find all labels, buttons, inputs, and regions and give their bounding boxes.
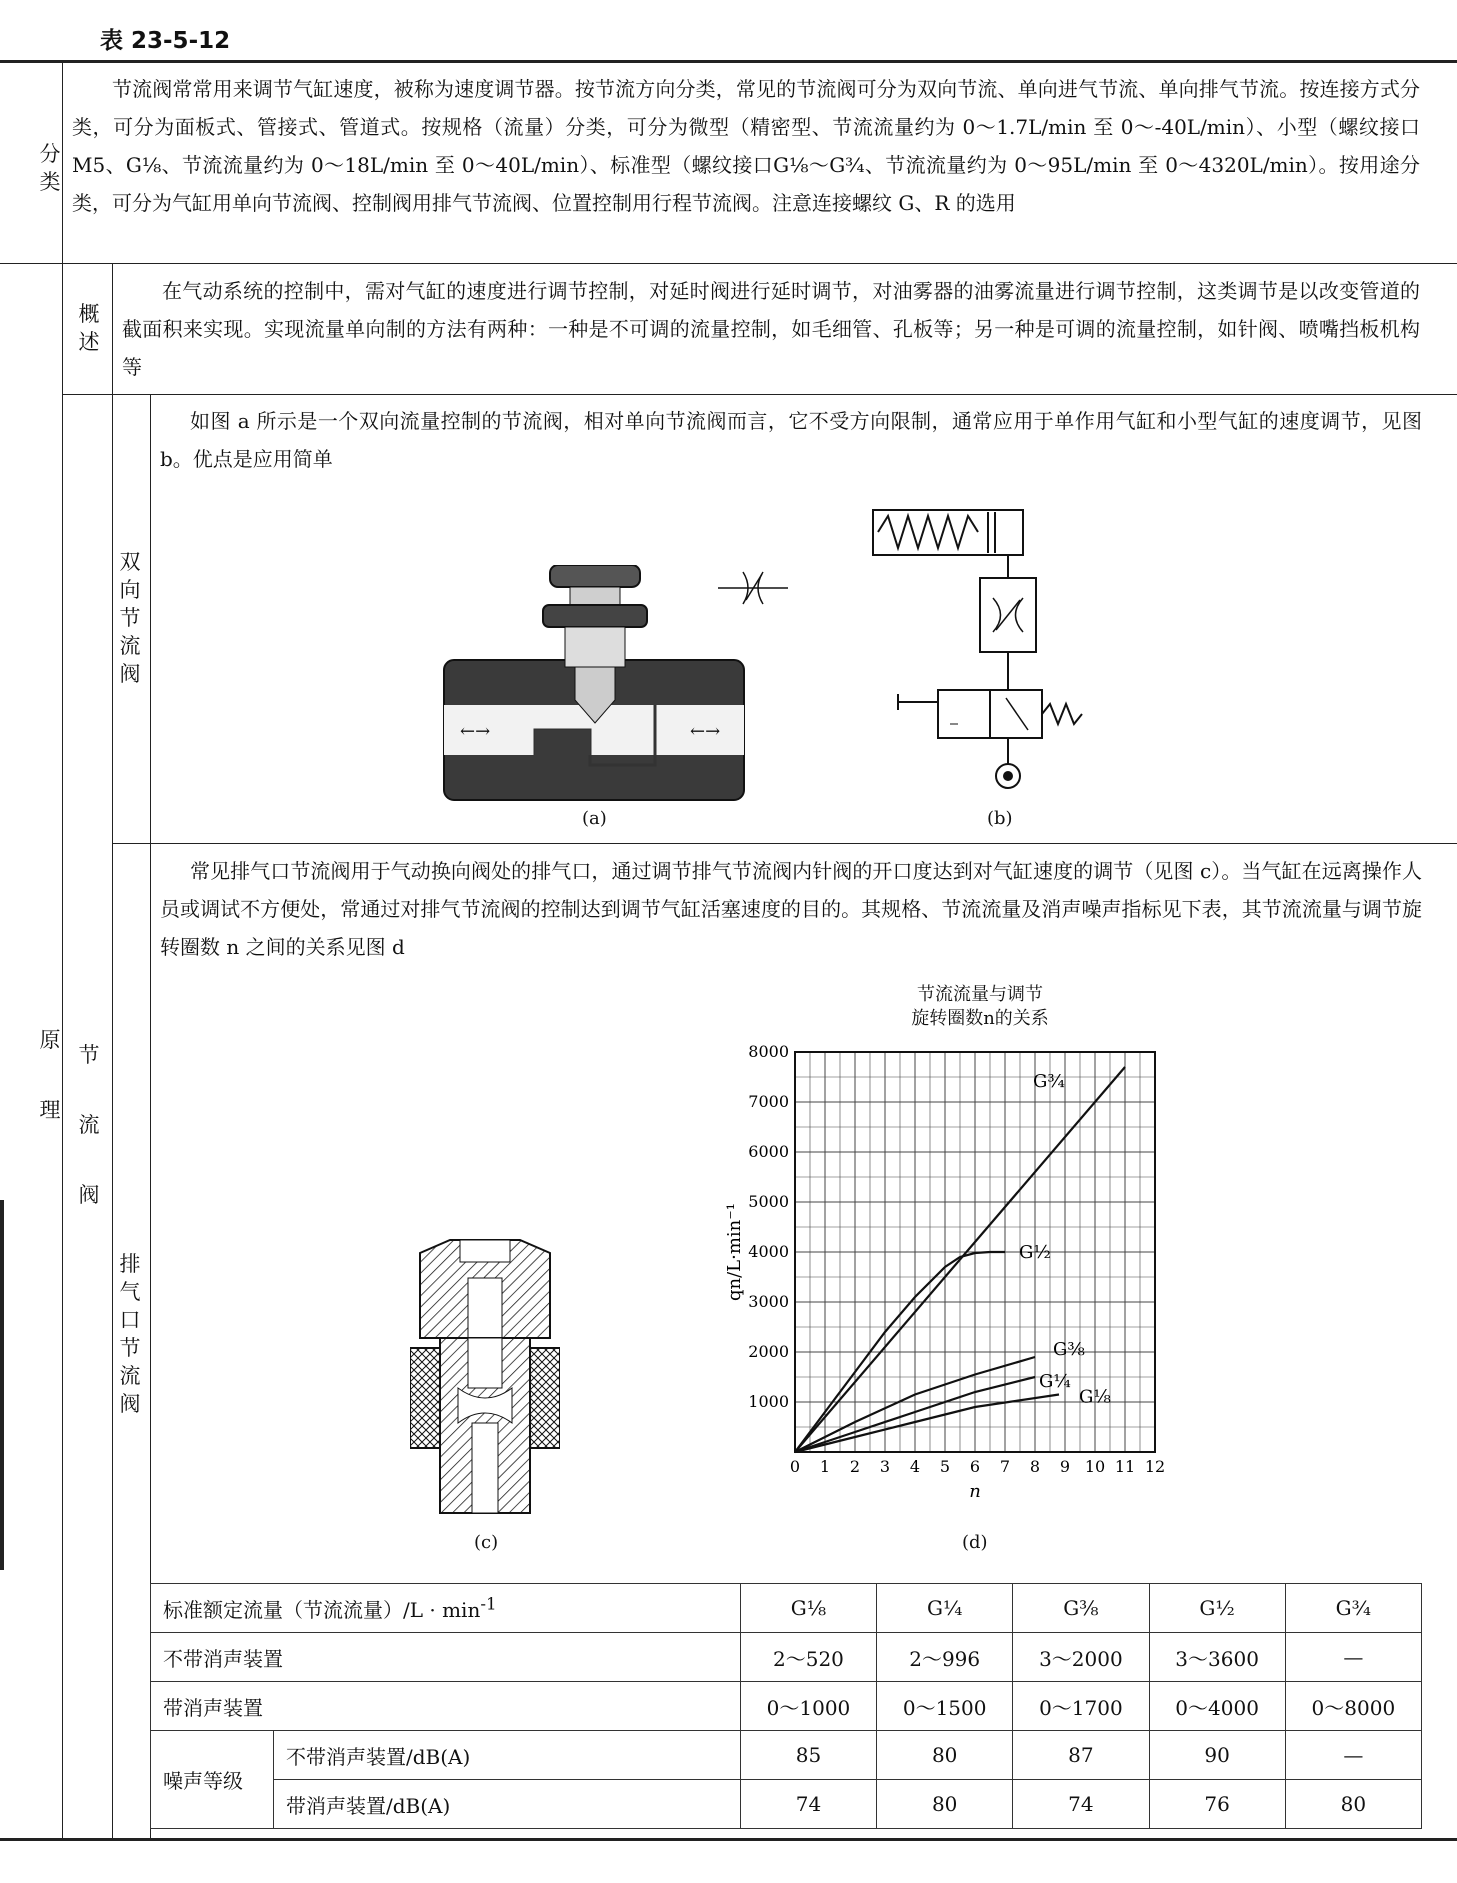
cell: 2～520	[740, 1633, 876, 1682]
bidirectional-text: 如图 a 所示是一个双向流量控制的节流阀，相对单向节流阀而言，它不受方向限制，通常应用于单作用气缸和小型气缸的速度调节，见图 b。优点是应用简单	[160, 409, 1422, 471]
x-tick-label: 9	[1059, 1457, 1071, 1476]
y-tick-label: 2000	[748, 1342, 789, 1361]
bottom-rule	[0, 1838, 1457, 1841]
throttle-label: 节流阀	[78, 1043, 100, 1207]
x-tick-label: 6	[969, 1457, 981, 1476]
svg-text:←→: ←→	[460, 721, 491, 742]
x-tick-label: 11	[1114, 1457, 1136, 1476]
caption-b: (b)	[987, 808, 1013, 829]
cell: 3～3600	[1149, 1633, 1285, 1682]
cell: 0～1700	[1013, 1682, 1149, 1731]
cell: 3～2000	[1013, 1633, 1149, 1682]
rule-after-classification	[0, 263, 1457, 264]
col-header: G¼	[877, 1584, 1013, 1633]
header-label-cell	[151, 1584, 741, 1633]
cell: 76	[1149, 1780, 1285, 1829]
cell: —	[1285, 1633, 1421, 1682]
series-label: G½	[1019, 1242, 1051, 1263]
exhaust-text: 常见排气口节流阀用于气动换向阀处的排气口，通过调节排气节流阀内针阀的开口度达到对气缸速度的调节（见图 c）。当气缸在远离操作人员或调试不方便处，常通过对排气节流阀的控制达到调节气缸活塞速度的目的。其规格、节流流量及消声噪声指标见下表，其节流流量与调节旋转圈数 n 之间的关系见图 d	[160, 859, 1422, 959]
series-label: G⅜	[1053, 1339, 1085, 1360]
x-tick-label: 3	[879, 1457, 891, 1476]
overview-text: 在气动系统的控制中，需对气缸的速度进行调节控制，对延时阀进行延时调节，对油雾器的油雾流量进行调节控制，这类调节是以改变管道的截面积来实现。实现流量单向制的方法有两种：一种是不可调的流量控制，如毛细管、孔板等；另一种是可调的流量控制，如针阀、喷嘴挡板机构等	[122, 279, 1420, 379]
table-row	[151, 1633, 1422, 1682]
x-tick-label: 12	[1144, 1457, 1166, 1476]
row-label: 带消声装置/dB(A)	[274, 1780, 741, 1829]
cell: 80	[1285, 1780, 1421, 1829]
svg-text:←→: ←→	[690, 721, 721, 742]
x-tick-label: 4	[909, 1457, 921, 1476]
x-tick-label: 5	[939, 1457, 951, 1476]
x-tick-label: 2	[849, 1457, 861, 1476]
throttle-symbol	[718, 568, 788, 608]
caption-a: (a)	[582, 808, 607, 829]
cell: 2～996	[877, 1633, 1013, 1682]
caption-c: (c)	[474, 1532, 499, 1553]
cell: 0～4000	[1149, 1682, 1285, 1731]
y-tick-label: 7000	[748, 1092, 789, 1111]
y-tick-label: 4000	[748, 1242, 789, 1261]
figure-d-flow-chart	[700, 1040, 1180, 1520]
row-label: 不带消声装置	[151, 1633, 741, 1682]
cell: 90	[1149, 1731, 1285, 1780]
x-tick-label: 1	[819, 1457, 831, 1476]
classification-text: 节流阀常常用来调节气缸速度，被称为速度调节器。按节流方向分类，常见的节流阀可分为双向节流、单向进气节流、单向排气节流。按连接方式分类，可分为面板式、管接式、管道式。按规格（流量）分类，可分为微型（精密型、节流流量约为 0～1.7L/min 至 0～-40L/min）、小型（螺纹接口 M5、G⅛、节流流量约为 0～18L/min 至 0～40L/min）、标准型（螺纹接口G⅛～G¾、节流流量约为 0～95L/min 至 0～4320L/min）。按用途分类，可分为气缸用单向节流阀、控制阀用排气节流阀、位置控制用行程节流阀。注意连接螺纹 G、R 的选用	[72, 77, 1420, 215]
cell: 80	[877, 1780, 1013, 1829]
table-row	[151, 1731, 1422, 1780]
cell: 85	[740, 1731, 876, 1780]
y-tick-label: 6000	[748, 1142, 789, 1161]
col-header: G⅛	[740, 1584, 876, 1633]
series-line	[795, 1395, 1059, 1453]
col-header: G½	[1149, 1584, 1285, 1633]
exhaust-label: 排气口节流阀	[119, 1252, 141, 1416]
classification-label: 分类	[39, 142, 61, 194]
table-row	[151, 1780, 1422, 1829]
x-tick-label: 8	[1029, 1457, 1041, 1476]
chart-title-line2: 旋转圈数n的关系	[911, 1008, 1049, 1029]
cell: 0～1500	[877, 1682, 1013, 1731]
table-row	[151, 1682, 1422, 1731]
cell: 74	[1013, 1780, 1149, 1829]
cell: 0～1000	[740, 1682, 876, 1731]
rule-after-overview	[62, 394, 1457, 395]
bidirectional-label: 双向节流阀	[119, 550, 141, 686]
x-tick-label: 0	[789, 1457, 801, 1476]
col-header: G⅜	[1013, 1584, 1149, 1633]
table-number: 表 23-5-12	[100, 28, 231, 54]
table-header-row	[151, 1584, 1422, 1633]
y-tick-label: 8000	[748, 1042, 789, 1061]
row-label: 不带消声装置/dB(A)	[274, 1731, 741, 1780]
overview-label: 概述	[78, 302, 100, 354]
principle-label: 原理	[39, 1028, 61, 1122]
cell: 87	[1013, 1731, 1149, 1780]
chart-title-line1: 节流流量与调节	[917, 984, 1043, 1005]
cell: 0～8000	[1285, 1682, 1421, 1731]
top-rule	[0, 60, 1457, 63]
caption-d: (d)	[962, 1532, 988, 1553]
y-tick-label: 3000	[748, 1292, 789, 1311]
y-tick-label: 1000	[748, 1392, 789, 1411]
cell: 80	[877, 1731, 1013, 1780]
rule-after-bidirectional	[112, 843, 1457, 844]
series-label: G¼	[1039, 1371, 1071, 1392]
series-label: G⅛	[1079, 1386, 1111, 1408]
x-tick-label: 10	[1084, 1457, 1106, 1476]
noise-label: 噪声等级	[151, 1731, 274, 1829]
col-divider-2	[112, 264, 113, 1839]
cell: 74	[740, 1780, 876, 1829]
figure-c-exhaust-valve	[410, 1238, 560, 1518]
left-margin-bar	[0, 1200, 4, 1570]
cell: —	[1285, 1731, 1421, 1780]
y-tick-label: 5000	[748, 1192, 789, 1211]
x-axis-label: n	[969, 1481, 981, 1502]
chart-title	[860, 983, 1100, 1031]
row-label: 带消声装置	[151, 1682, 741, 1731]
col-divider-1	[62, 61, 63, 1839]
header-label: 标准额定流量（节流流量）/L · min	[163, 1597, 481, 1622]
spec-table	[150, 1583, 1422, 1829]
series-label: G¾	[1033, 1071, 1065, 1092]
x-tick-label: 7	[999, 1457, 1011, 1476]
figure-b-circuit	[858, 508, 1098, 798]
figure-a-valve-section	[440, 565, 750, 805]
col-header: G¾	[1285, 1584, 1421, 1633]
header-unit-sup: -1	[480, 1593, 497, 1613]
y-axis-label: qn/L·min⁻¹	[724, 1203, 745, 1301]
